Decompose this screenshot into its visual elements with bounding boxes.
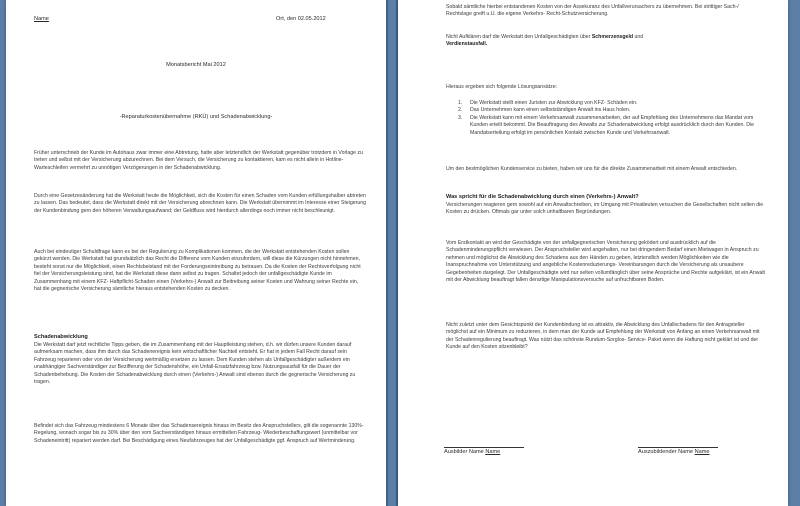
report-subtitle: -Reparaturkostenübernahme (RKÜ) und Schadenabwicklung- (119, 114, 273, 120)
paragraph-3: Auch bei eindeutiger Schuldfrage kann es bei der Regulierung zu Komplikationen kommen, die der Werkstatt entstehenden Kosten sollen gekürzt werden. Die Werkstatt hat grundsätzlich das Recht die Differenz vom Kunden einzufordern, will diese die Kürzungen nicht hinnehmen, besteht sonst nur die Möglichkeit, einen Rechtsbeistand mit der Forderungseintreibung zu betrauen. Da die Kosten der Rechtsverfolgung nicht fiel der Versicherungsleistung sind, hat die Werkstatt diese dann selbst zu tragen. Schaltet jedoch der unfallgeschädigte Kunde im Zusammenhang mit einem KFZ- Haftpflicht-Schaden einen (Verkehrs-) Anwalt zur Beitreibung seiner Kosten und Wahrung seiner Rechte ein, hat die gegnerische Versicherung sämtliche hieraus entstehenden Kosten zu decken. (34, 249, 361, 293)
paragraph-r2-and: und (634, 34, 644, 40)
signature-trainer (444, 449, 500, 456)
list-item: 1. Die Werkstatt stellt einen Juristen zur Abwicklung von KFZ- Schäden ein. (458, 100, 638, 106)
paragraph-5: Befindet sich das Fahrzeug mindestens 6 Monate über das Schadensereignis hinaus im Besitz des Anspruchstellers, gilt die sogenannte 130%- Regelung, wonach sogar bis zu 30% über den vom Sachverständigen hinaus ermittelten Fahrzeug- Wiederbeschaffungswert (unmittelbar vor Schadeneintritt) repariert werden darf. Bei Beschädigung eines Neufahrzeuges hat der Unfallgeschädigte ggf. Anspruch auf Wertminderung. (34, 423, 364, 444)
paragraph-2: Durch eine Gesetzesänderung hat die Werkstatt heute die Möglichkeit, sich die Kosten für einen Schaden vom Kunden erfüllungshalber abtreten zu lassen. Das bedeutet, dass die Werkstatt direkt mit der Versicherung abrechnen kann. Die Werkstatt übernimmt im Interesse einer Steigerung der Kundenbindung gern den höheren Verwaltungsaufwand; der Geldfluss wird hierdurch allerdings noch immer nicht beschleunigt. (34, 193, 366, 214)
page-gap-left-edge (386, 0, 388, 506)
right-document-page (398, 0, 788, 506)
paragraph-r2 (446, 34, 766, 49)
term-schmerzensgeld: Schmerzensgeld (591, 34, 634, 40)
name-label: Name (34, 16, 49, 22)
paragraph-r3: Hieraus ergeben sich folgende Lösungsansätze: (446, 84, 558, 90)
paragraph-1: Früher unterschrieb der Kunde im Autohaus zwar immer eine Abtretung, hatte aber letztendlich der Werkstatt gegenüber trotzdem in Vorlage zu treten und selbst mit der Versicherung abzurechnen. Bei dem Versuch, die Versicherung zu kontaktieren, kam es nicht allein in Hotline- Warteschleifen vermehrt zu unnötigen Verzögerungen in der Schadenabwicklung. (34, 150, 363, 171)
paragraph-r4: Um den bestmöglichen Kundenservice zu bieten, haben wir uns für die direkte Zusammenarbeit mit einem Anwalt entschieden. (446, 166, 738, 172)
report-title: Monatsbericht Mai 2012 (166, 62, 226, 68)
paragraph-r5: Versicherungen reagieren gern sowohl auf ein Anwaltschreiben, im Umgang mit Privatleuten versuchen die Gesellschaften nicht selten die Kosten zu drücken. Oftmals gar unter solch unhaltbaren Begründungen. (446, 202, 764, 216)
signature-trainee-label: Auszubildender Name (638, 449, 694, 455)
signature-trainer-label: Ausbilder Name (444, 449, 484, 455)
solution-list (458, 100, 764, 137)
author-line (34, 16, 49, 23)
signature-trainer-name: Name (485, 449, 501, 455)
signature-line-trainer (444, 447, 524, 448)
list-item: 3. Die Werkstatt kann mit einem Verkehrsanwalt zusammenarbeiten, der auf Empfehlung des Unternehmens das Mandat vom Kunden erteilt bekommt. Die Beauftragung des Anwalts zur Schadenabwicklung erfolgt ausdrücklich durch den Kunden. Die Mandatserteilung erfolgt im persönlichen Kontakt zwischen Kunde und Verkehrsanwalt. (458, 114, 755, 136)
paragraph-r7: Nicht zuletzt unter dem Gesichtspunkt der Kundenbindung ist es attraktiv, die Abwicklung des Unfallschadens für den Antragsteller möglichst auf ein Minimum zu reduzieren, in dem man der Kunde auf Empfehlung der Werkstatt von Anfang an einen Verkehrsanwalt mit der Schadenregulierung beauftragt. Was nützt das schönste Rundum-Sorglos- Service- Paket wenn die Haftung nicht geklärt ist und der Kunde auf den Kosten sitzenbleibt? (446, 322, 760, 351)
heading-schadenabwicklung: Schadenabwicklung (34, 334, 88, 340)
signature-trainee (638, 449, 710, 456)
list-item: 2. Das Unternehmen kann einen selbstständigen Anwalt ins Haus holen. (458, 107, 631, 114)
date-line: Ort, den 02.05.2012 (276, 16, 326, 22)
heading-anwalt: Was spricht für die Schadenabwicklung durch einen (Verkehrs-) Anwalt? (446, 194, 639, 200)
paragraph-r6: Vom Erstkontakt an wird der Geschädigte von der unfallgegnerischen Versicherung geködert und ausdrücklich auf die Schadenminderungspflicht verwiesen. Der Anspruchsteller wird angehalten, nur bei dringendem Bedarf einen Mietwagen in Anspruch zu nehmen und möglichst die Abwicklung des Schadens aus den Händen zu geben, letztendlich werden Möglichkeiten wie die Inanspruchnahme von Unterstützung und angebliche Kostenreduzierungs- Vereinbarungen durch die Versicherung als unsaubere Gegebenheiten dargelegt. Der Unfallgeschädigte wird nur selten vollumfänglich über seine Ansprüche und Rechte aufgeklärt, ist ein Anwalt mit der Abwicklung beauftragt fallen derartige Manipulationsversuche auf unfruchtbaren Boden. (446, 240, 765, 284)
signature-line-trainee (638, 447, 718, 448)
paragraph-4: Die Werkstatt darf jetzt rechtliche Tipps geben, die im Zusammenhang mit der Hauptleistung stehen, d.h. wir dürfen unsere Kunden darauf aufmerksam machen, dass ihm durch das Schadenereignis kein wirtschaftlicher Nachteil entsteht. Er hat in jedem Fall Recht darauf sein Fahrzeug reparieren oder von der Versicherung wertmäßig ersetzen zu lassen. Dem Kunden stehen als Unfallgeschädigter außerdem ein unabhängiger Sachverständiger zur Bezifferung der Schadenshöhe, ein Unfall-Ersatzfahrzeug bzw. Nutzungsausfall für die Dauer der Schadenbehebung. Die Kosten der Schadenabwicklung durch einen (Verkehrs-) Anwalt sind ebenso durch die gegnerische Versicherung zu tragen. (34, 342, 356, 386)
paragraph-r2-text: Nicht Aufklären darf die Werkstatt den Unfallgeschädigten über (446, 34, 591, 40)
left-document-page (6, 0, 386, 506)
term-verdienstausfall: Verdienstausfall. (446, 41, 488, 48)
signature-trainee-name: Name (694, 449, 710, 455)
paragraph-r1: Sobald sämtliche hierbei entstandenen Kosten von der Assekuranz des Unfallverursachers zu übernehmen. Bei strittiger Sach-/ Rechtslage greift u.U. die eigene Verkehrs- Recht-Schutzversicherung. (446, 4, 739, 18)
